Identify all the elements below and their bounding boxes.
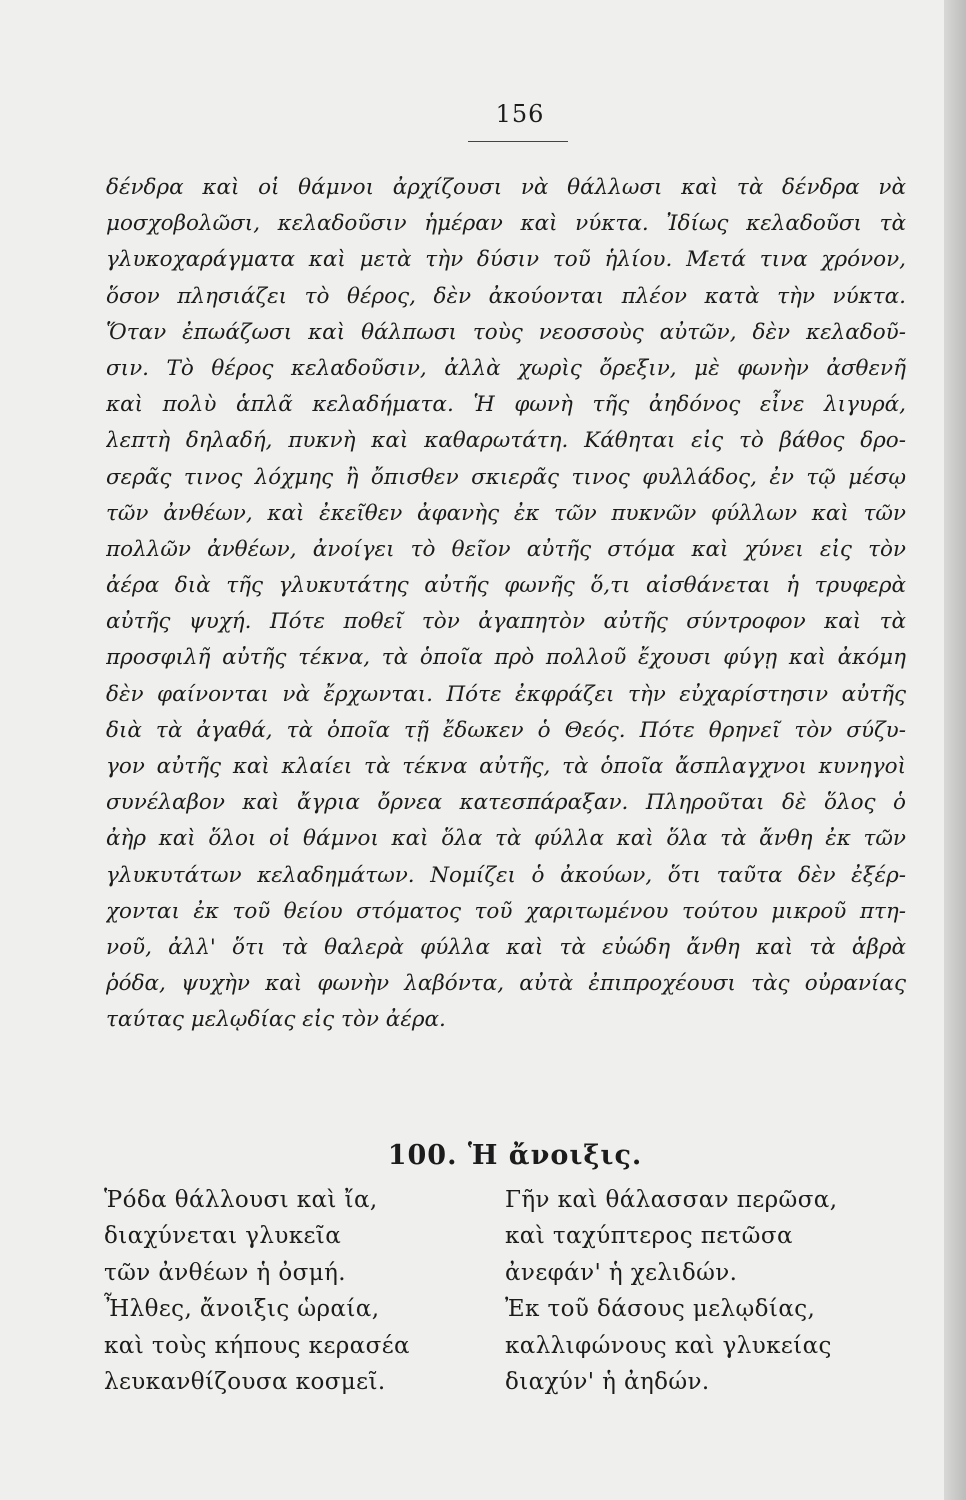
section-heading: 100. Ἡ ἄνοιξις. <box>387 1140 643 1171</box>
text-line: ἀέρα διὰ τῆς γλυκυτάτης αὐτῆς φωνῆς ὅ,τι αἰσθάνεται ἡ τρυφερὰ <box>106 573 906 599</box>
poem-line: τῶν ἀνθέων ἡ ὀσμή. <box>104 1259 346 1286</box>
text-line: ἀὴρ καὶ ὅλοι οἱ θάμνοι καὶ ὅλα τὰ φύλλα καὶ ὅλα τὰ ἄνθη ἐκ τῶν <box>106 826 906 852</box>
text-line: τῶν ἀνθέων, καὶ ἐκεῖθεν ἀφανὴς ἐκ τῶν πυκνῶν φύλλων καὶ τῶν <box>106 500 906 526</box>
poem-column-left <box>104 1182 504 1400</box>
poem-line: διαχύνεται γλυκεῖα <box>104 1223 342 1250</box>
page-number: 156 <box>495 100 545 128</box>
poem-line: Ῥόδα θάλλουσι καὶ ἴα, <box>104 1187 378 1213</box>
text-line: ὅσον πλησιάζει τὸ θέρος, δὲν ἀκούονται πλέον κατὰ τὴν νύκτα. <box>106 283 906 309</box>
poem-line: καλλιφώνους καὶ γλυκείας <box>505 1332 832 1359</box>
text-line: γλυκοχαράγματα καὶ μετὰ τὴν δύσιν τοῦ ἡλίου. Μετά τινα χρόνον, <box>106 247 906 273</box>
prose-paragraph <box>106 170 906 1039</box>
text-line: σιν. Τὸ θέρος κελαδοῦσιν, ἀλλὰ χωρὶς ὄρεξιν, μὲ φωνὴν ἀσθενῆ <box>106 355 906 381</box>
text-line: αὐτῆς ψυχή. Πότε ποθεῖ τὸν ἀγαπητὸν αὐτῆς σύντροφον καὶ τὰ <box>106 609 906 635</box>
text-line: γλυκυτάτων κελαδημάτων. Νομίζει ὁ ἀκούων, ὅτι ταῦτα δὲν ἐξέρ- <box>106 862 906 888</box>
page-gutter-shadow <box>944 0 966 1500</box>
text-line: Ὅταν ἐπωάζωσι καὶ θάλπωσι τοὺς νεοσσοὺς αὐτῶν, δὲν κελαδοῦ- <box>106 319 906 345</box>
poem-line: διαχύν' ἡ ἀηδών. <box>505 1368 710 1395</box>
poem-column-right <box>505 1182 905 1400</box>
poem-line: ἀνεφάν' ἡ χελιδών. <box>505 1259 738 1286</box>
text-line: δένδρα καὶ οἱ θάμνοι ἀρχίζουσι νὰ θάλλωσι καὶ τὰ δένδρα νὰ <box>106 175 906 200</box>
text-line: πολλῶν ἀνθέων, ἀνοίγει τὸ θεῖον αὐτῆς στόμα καὶ χύνει εἰς τὸν <box>106 536 906 562</box>
text-line: διὰ τὰ ἀγαθά, τὰ ὁποῖα τῇ ἔδωκεν ὁ Θεός. Πότε θρηνεῖ τὸν σύζυ- <box>106 717 906 743</box>
poem-line: Ἦλθες, ἄνοιξις ὡραία, <box>104 1296 380 1323</box>
text-line: νοῦ, ἀλλ' ὅτι τὰ θαλερὰ φύλλα καὶ τὰ εὐώδη ἄνθη καὶ τὰ ἁβρὰ <box>106 934 906 960</box>
text-line: λεπτὴ δηλαδή, πυκνὴ καὶ καθαρωτάτη. Κάθηται εἰς τὸ βάθος δρο- <box>106 428 906 454</box>
text-line: μοσχοβολῶσι, κελαδοῦσιν ἡμέραν καὶ νύκτα. Ἰδίως κελαδοῦσι τὰ <box>106 211 906 237</box>
text-line: καὶ πολὺ ἁπλᾶ κελαδήματα. Ἡ φωνὴ τῆς ἀηδόνος εἶνε λιγυρά, <box>106 392 906 418</box>
poem-line: καὶ τοὺς κήπους κερασέα <box>104 1332 410 1359</box>
text-line: χονται ἐκ τοῦ θείου στόματος τοῦ χαριτωμένου τούτου μικροῦ πτη- <box>106 898 906 924</box>
text-line: ῥόδα, ψυχὴν καὶ φωνὴν λαβόντα, αὐτὰ ἐπιπροχέουσι τὰς οὐρανίας <box>106 971 906 997</box>
text-line: προσφιλῆ αὐτῆς τέκνα, τὰ ὁποῖα πρὸ πολλοῦ ἔχουσι φύγῃ καὶ ἀκόμη <box>106 645 906 671</box>
text-line: γον αὐτῆς καὶ κλαίει τὰ τέκνα αὐτῆς, τὰ ὁποῖα ἄσπλαγχνοι κυνηγοὶ <box>106 754 906 779</box>
text-line: συνέλαβον καὶ ἄγρια ὄρνεα κατεσπάραξαν. Πληροῦται δὲ ὅλος ὁ <box>106 790 906 816</box>
poem-line: λευκανθίζουσα κοσμεῖ. <box>104 1368 386 1395</box>
text-line: ταύτας μελῳδίας εἰς τὸν ἀέρα. <box>106 1007 446 1033</box>
poem-line: Ἐκ τοῦ δάσους μελῳδίας, <box>505 1296 816 1323</box>
poem-line: Γῆν καὶ θάλασσαν περῶσα, <box>505 1187 838 1213</box>
poem-line: καὶ ταχύπτερος πετῶσα <box>505 1223 793 1250</box>
header-rule <box>468 141 568 142</box>
text-line: σερᾶς τινος λόχμης ἢ ὄπισθεν σκιερᾶς τινος φυλλάδος, ἐν τῷ μέσῳ <box>106 464 906 490</box>
text-line: δὲν φαίνονται νὰ ἔρχωνται. Πότε ἐκφράζει τὴν εὐχαρίστησιν αὐτῆς <box>106 681 906 707</box>
